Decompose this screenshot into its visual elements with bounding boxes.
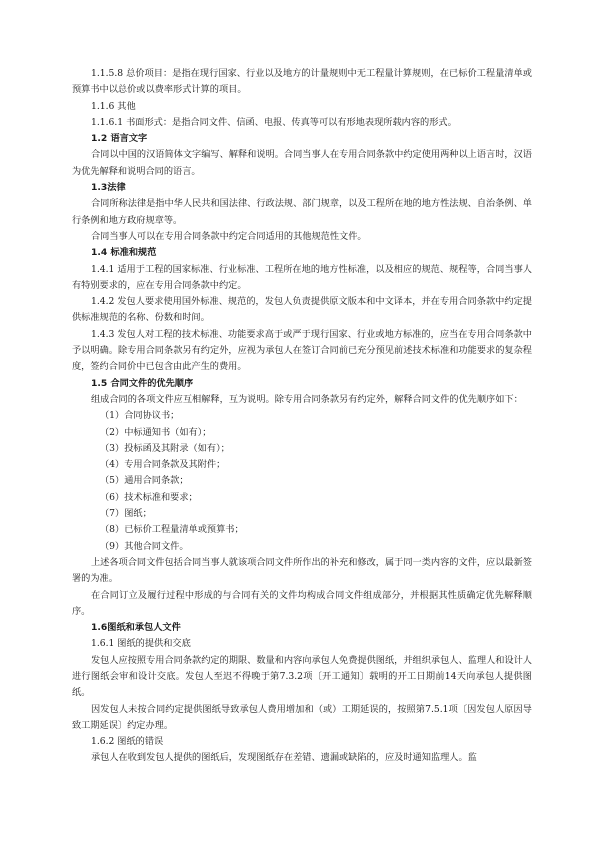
list-item: （3）投标函及其附录（如有）；: [100, 442, 230, 454]
section-heading: 1.5 合同文件的优先顺序: [91, 377, 194, 389]
paragraph: 1.1.5.8 总价项目：是指在现行国家、行业以及地方的计量规则中无工程量计算规则，在已标价工程量清单或预算书中以总价或以费率形式计算的项目。: [72, 68, 532, 96]
list-item: （5）通用合同条款；: [100, 475, 189, 487]
list-item: （8）已标价工程量清单或预算书；: [100, 524, 244, 536]
paragraph: 因发包人未按合同约定提供图纸导致承包人费用增加和（或）工期延误的，按照第7.5.1项〔因发包人原因导致工期延误〕约定办理。: [72, 703, 532, 731]
paragraph: 在合同订立及履行过程中形成的与合同有关的文件均构成合同文件组成部分，并根据其性质确定优先解释顺序。: [72, 589, 532, 617]
paragraph: 组成合同的各项文件应互相解释，互为说明。除专用合同条款另有约定外，解释合同文件的优先顺序如下：: [91, 393, 523, 405]
list-item: （1）合同协议书；: [100, 410, 180, 422]
paragraph: 合同以中国的汉语简体文字编写、解释和说明。合同当事人在专用合同条款中约定使用两种以上语言时，汉语为优先解释和说明合同的语言。: [72, 149, 532, 177]
section-heading: 1.1.6 其他: [91, 100, 136, 112]
section-heading: 1.4 标准和规范: [91, 247, 157, 259]
section-heading: 1.2 语言文字: [91, 133, 148, 145]
list-item: （2）中标通知书（如有）；: [100, 426, 212, 438]
document-page: [72, 66, 532, 767]
paragraph: 1.4.2 发包人要求使用国外标准、规范的，发包人负责提供原文版本和中文译本，并在专用合同条款中约定提供标准规范的名称、份数和时间。: [72, 296, 532, 324]
paragraph: 1.4.1 适用于工程的国家标准、行业标准、工程所在地的地方性标准，以及相应的规范、规程等，合同当事人有特别要求的，应在专用合同条款中约定。: [72, 263, 532, 291]
list-item: （4）专用合同条款及其附件；: [100, 459, 226, 471]
list-item: （7）图纸；: [100, 508, 152, 520]
list-item: （9）其他合同文件。: [100, 540, 189, 552]
section-heading: 1.6图纸和承包人文件: [91, 622, 181, 634]
section-heading: 1.3法律: [91, 182, 126, 194]
paragraph: 1.6.1 图纸的提供和交底: [91, 638, 191, 650]
list-item: （6）技术标准和要求；: [100, 491, 198, 503]
paragraph: 合同当事人可以在专用合同条款中约定合同适用的其他规范性文件。: [91, 230, 367, 242]
paragraph: 承包人在收到发包人提供的图纸后，发现图纸存在差错、遗漏或缺陷的，应及时通知监理人。监: [91, 752, 477, 764]
paragraph: 1.4.3 发包人对工程的技术标准、功能要求高于或严于现行国家、行业或地方标准的，应当在专用合同条款中予以明确。除专用合同条款另有约定外，应视为承包人在签订合同前已充分预见前述技术标准和功能要求的复杂程度，签约合同价中已包含由此产生的费用。: [72, 328, 532, 373]
paragraph: 上述各项合同文件包括合同当事人就该项合同文件所作出的补充和修改，属于同一类内容的文件，应以最新签署的为准。: [72, 556, 532, 585]
paragraph: 1.6.2 图纸的错误: [91, 736, 164, 748]
paragraph: 合同所称法律是指中华人民共和国法律、行政法规、部门规章，以及工程所在地的地方性法规、自治条例、单行条例和地方政府规章等。: [72, 198, 532, 226]
paragraph: 发包人应按照专用合同条款约定的期限、数量和内容向承包人免费提供图纸，并组织承包人、监理人和设计人进行图纸会审和设计交底。发包人至迟不得晚于第7.3.2项〔开工通知〕载明的开工日期前14天向承包人提供图纸。: [72, 654, 532, 699]
paragraph: 1.1.6.1 书面形式：是指合同文件、信函、电报、传真等可以有形地表现所载内容的形式。: [91, 116, 457, 128]
